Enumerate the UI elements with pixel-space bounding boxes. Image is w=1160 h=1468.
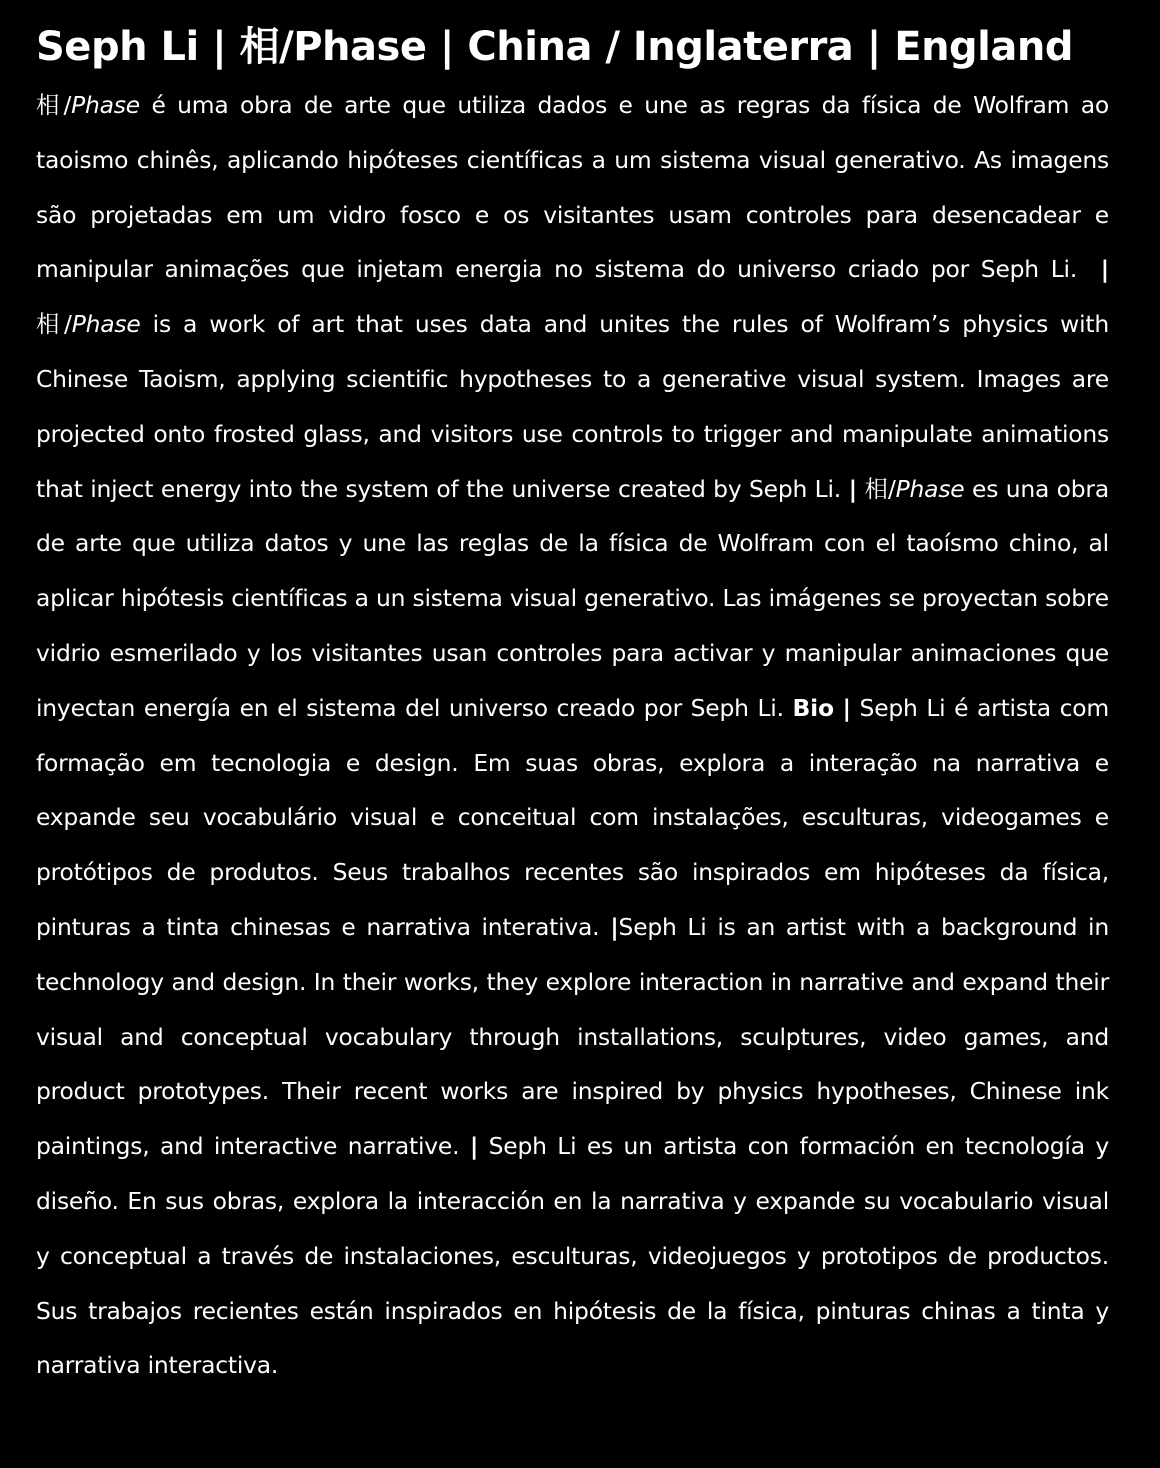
bio-pt-text: Seph Li é artista com formação em tecnologia e design. Em suas obras, explora a interação na narrativa e expande seu vocabulário visual e conceitual com instalações, esculturas, videogames e protótipos de produtos. Seus trabalhos recentes são inspirados em hipóteses da física, pinturas a tinta chinesas e narrativa interativa. [36,693,1109,941]
language-separator: | [469,1132,479,1161]
page-title: Seph Li | 相/Phase | China / Inglaterra | England [36,24,1073,70]
bio-en-text: Seph Li is an artist with a background in technology and design. In their works, they explore interaction in narrative and expand their visual and conceptual vocabulary through installations, sculptures, video games, and product prototypes. Their recent works are inspired by physics hypotheses, Chinese ink paintings, and interactive narrative. [36,912,1109,1161]
description-en-character: 相/ [36,310,72,339]
description-es-phase: Phase [895,474,965,503]
artwork-description [36,76,1109,1393]
language-separator: | [848,474,857,503]
description-en-phase: Phase [71,310,141,339]
description-pt-phase: Phase [71,91,140,119]
description-pt-character: 相/ [36,91,72,119]
description-es-text: es una obra de arte que utiliza datos y une las reglas de la física de Wolfram con el taoísmo chino, al aplicar hipótesis científicas a un sistema visual generativo. Las imágenes se proyectan sobre vidrio esmerilado y los visitantes usan controles para activar y manipular animaciones que inyectan energía en el sistema del universo creado por Seph Li. [36,474,1109,722]
description-es-character: 相/ [864,474,896,503]
language-separator: | [842,693,851,722]
bio-label: Bio [792,693,834,722]
description-pt-text: é uma obra de arte que utiliza dados e une as regras da física de Wolfram ao taoismo chinês, aplicando hipóteses científicas a um sistema visual generativo. As imagens são projetadas em um vidro fosco e os visitantes usam controles para desencadear e manipular animações que injetam energia no sistema do universo criado por Seph Li. [36,91,1109,284]
description-en-text: is a work of art that uses data and unites the rules of Wolfram’s physics with Chinese Taoism, applying scientific hypotheses to a generative visual system. Images are projected onto frosted glass, and visitors use controls to trigger and manipulate animations that inject energy into the system of the universe created by Seph Li. [36,310,1109,503]
language-separator: | [610,912,619,941]
language-separator: | [1100,255,1109,284]
bio-es-text: Seph Li es un artista con formación en tecnología y diseño. En sus obras, explora la interacción en la narrativa y expande su vocabulario visual y conceptual a través de instalaciones, esculturas, videojuegos y prototipos de productos. Sus trabajos recientes están inspirados en hipótesis de la física, pinturas chinas a tinta y narrativa interactiva. [36,1132,1109,1380]
